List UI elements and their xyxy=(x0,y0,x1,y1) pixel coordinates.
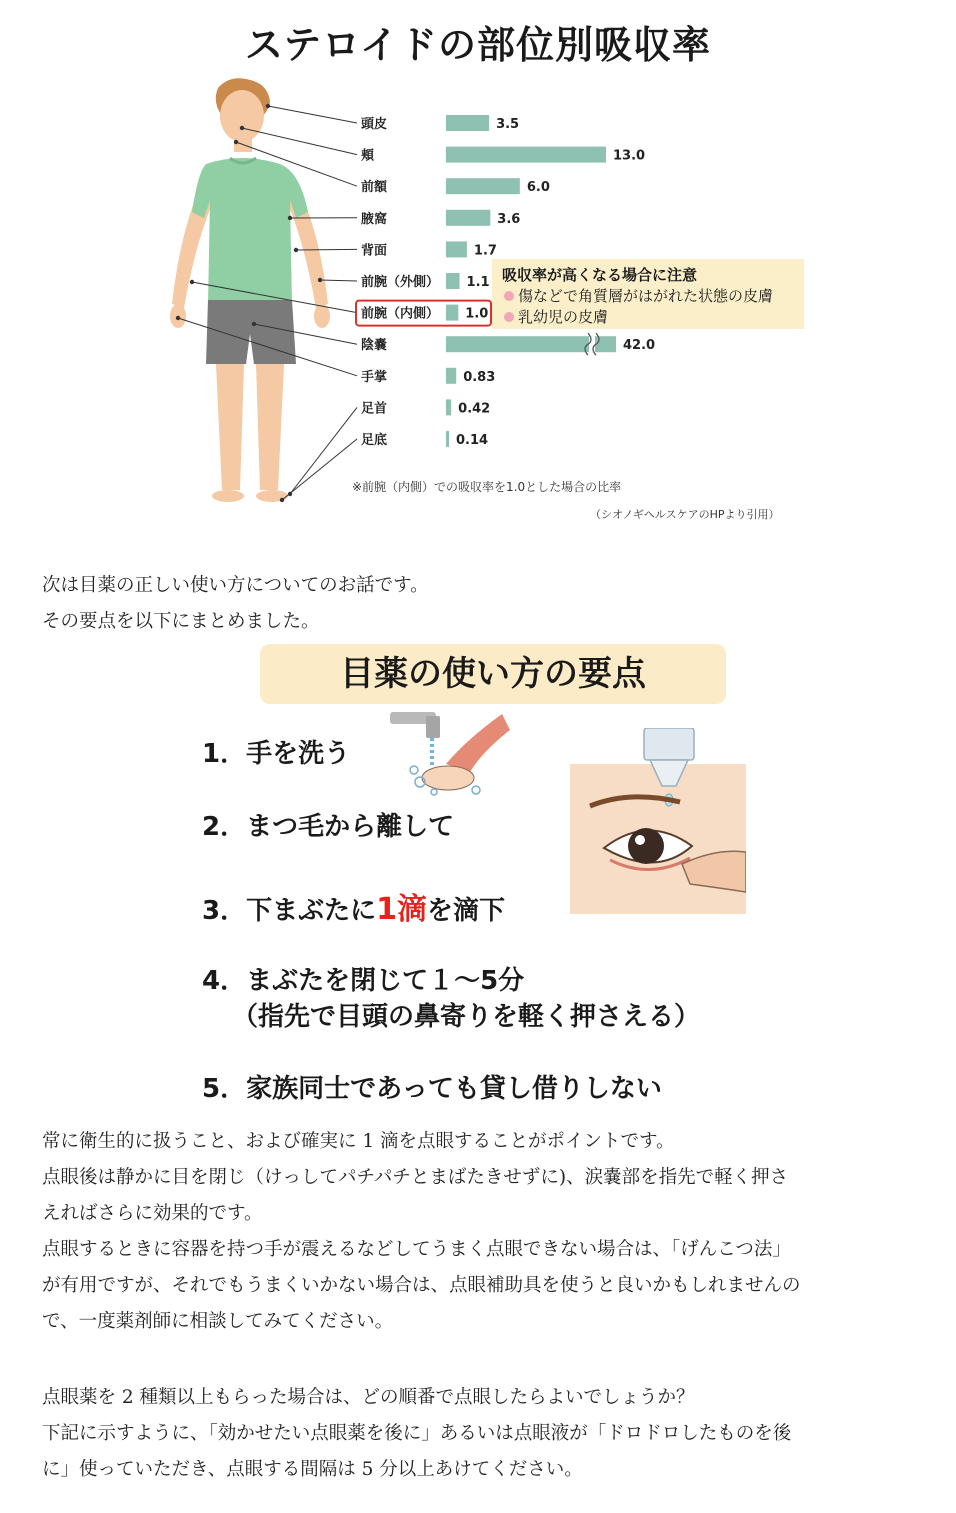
caution-callout xyxy=(492,259,804,329)
step-1: 1．手を洗う xyxy=(202,739,351,769)
leader-line xyxy=(236,142,357,186)
pink-bullet-icon xyxy=(504,312,514,322)
callout-item xyxy=(504,306,608,327)
bar xyxy=(446,305,458,321)
category-label: 背面 xyxy=(361,243,388,259)
value-label: 3.6 xyxy=(497,211,521,227)
hygiene-paragraph xyxy=(42,1124,801,1340)
step-3-highlight: 1滴 xyxy=(376,892,427,927)
value-label: 0.14 xyxy=(456,433,489,448)
step-3-text: 3．下まぶたに xyxy=(202,896,377,926)
callout-item xyxy=(504,285,773,306)
handwash-illustration xyxy=(386,706,510,802)
eyedrop-banner-title: 目薬の使い方の要点 xyxy=(260,644,726,704)
leader-dot xyxy=(288,216,292,220)
leader-dot xyxy=(252,322,256,326)
category-label: 前額 xyxy=(361,180,388,196)
value-label: 1.7 xyxy=(473,243,497,259)
value-label: 1.1 xyxy=(466,275,490,290)
category-label: 手掌 xyxy=(361,369,388,385)
step-4: 4．まぶたを閉じて１～5分 xyxy=(202,966,525,996)
value-label: 0.83 xyxy=(463,369,496,385)
paragraph-line: 点眼後は静かに目を閉じ（けっしてパチパチとまばたきせずに)、涙嚢部を指先で軽く押さ xyxy=(42,1167,789,1188)
category-label: 足底 xyxy=(361,433,388,448)
category-label: 頭皮 xyxy=(361,117,388,132)
callout-item-text: 乳幼児の皮膚 xyxy=(518,308,609,326)
leader-dot xyxy=(280,498,284,502)
intro-line: 次は目薬の正しい使い方についてのお話です。 xyxy=(42,575,429,596)
bar xyxy=(446,147,606,163)
bar xyxy=(446,210,490,226)
step-2: 2．まつ毛から離して xyxy=(202,812,455,842)
step-3 xyxy=(202,884,505,928)
category-label: 足首 xyxy=(361,401,388,417)
leader-line xyxy=(282,439,357,500)
paragraph-line: 常に衛生的に扱うこと、および確実に 1 滴を点眼することがポイントです。 xyxy=(42,1131,675,1152)
paragraph-line: が有用ですが、それでもうまくいかない場合は、点眼補助具を使うと良いかもしれませんの xyxy=(42,1275,801,1296)
step-5: 5．家族同士であっても貸し借りしない xyxy=(202,1074,662,1104)
bar xyxy=(446,115,489,131)
callout-title: 吸収率が高くなる場合に注意 xyxy=(502,266,698,284)
value-label: 13.0 xyxy=(613,148,646,164)
value-label: 42.0 xyxy=(623,338,656,354)
bar xyxy=(446,431,449,447)
value-label: 1.0 xyxy=(465,306,489,322)
leader-line xyxy=(320,280,357,281)
paragraph-line: 点眼薬を 2 種類以上もらった場合は、どの順番で点眼したらよいでしょうか？ xyxy=(42,1387,695,1408)
absorption-bar-chart xyxy=(0,0,956,530)
leader-dot xyxy=(234,140,238,144)
step-3-text-end: を滴下 xyxy=(426,896,505,926)
leader-dot xyxy=(266,104,270,108)
paragraph-line: に」使っていただき、点眼する間隔は 5 分以上あけてください。 xyxy=(42,1459,583,1480)
eyedrop-illustration xyxy=(570,728,746,914)
callout-item-text: 傷などで角質層がはがれた状態の皮膚 xyxy=(518,287,774,305)
order-paragraph xyxy=(42,1380,791,1488)
leader-dot xyxy=(190,280,194,284)
paragraph-line: えればさらに効果的です。 xyxy=(42,1203,263,1224)
leader-line xyxy=(296,249,357,250)
leader-line xyxy=(268,106,357,123)
intro-paragraph xyxy=(42,568,429,640)
bar xyxy=(446,178,520,194)
figure-title: ステロイドの部位別吸収率 xyxy=(244,23,712,67)
step-4-note: （指先で目頭の鼻寄りを軽く押さえる） xyxy=(232,1002,701,1032)
category-label: 陰嚢 xyxy=(361,338,388,354)
bar xyxy=(446,273,460,289)
chart-source: （シオノギヘルスケアのHPより引用） xyxy=(590,508,780,521)
bar xyxy=(446,399,451,415)
value-label: 0.42 xyxy=(458,401,491,417)
chart-footnote: ※前腕（内側）での吸収率を1.0とした場合の比率 xyxy=(352,480,622,494)
paragraph-line: で、一度薬剤師に相談してみてください。 xyxy=(42,1311,394,1332)
leader-dot xyxy=(240,126,244,130)
axis-break-gap xyxy=(589,336,595,352)
bar xyxy=(446,241,467,257)
leader-dot xyxy=(294,248,298,252)
bar xyxy=(446,368,456,384)
leader-line xyxy=(290,407,357,494)
leader-dot xyxy=(176,316,180,320)
category-label: 前腕（内側） xyxy=(361,306,440,322)
paragraph-line: 点眼するときに容器を持つ手が震えるなどしてうまく点眼できない場合は、「げんこつ法」 xyxy=(42,1239,791,1260)
leader-dot xyxy=(318,278,322,282)
pink-bullet-icon xyxy=(504,291,514,301)
value-label: 6.0 xyxy=(526,180,550,196)
paragraph-line: 下記に示すように、「効かせたい点眼薬を後に」あるいは点眼液が「ドロドロしたものを後 xyxy=(42,1423,792,1444)
category-label: 腋窩 xyxy=(361,211,388,227)
value-label: 3.5 xyxy=(496,117,520,132)
category-label: 頬 xyxy=(361,148,375,164)
intro-line: その要点を以下にまとめました。 xyxy=(42,611,320,632)
leader-line xyxy=(254,324,357,344)
leader-line xyxy=(192,282,357,313)
category-label: 前腕（外側） xyxy=(361,275,440,290)
